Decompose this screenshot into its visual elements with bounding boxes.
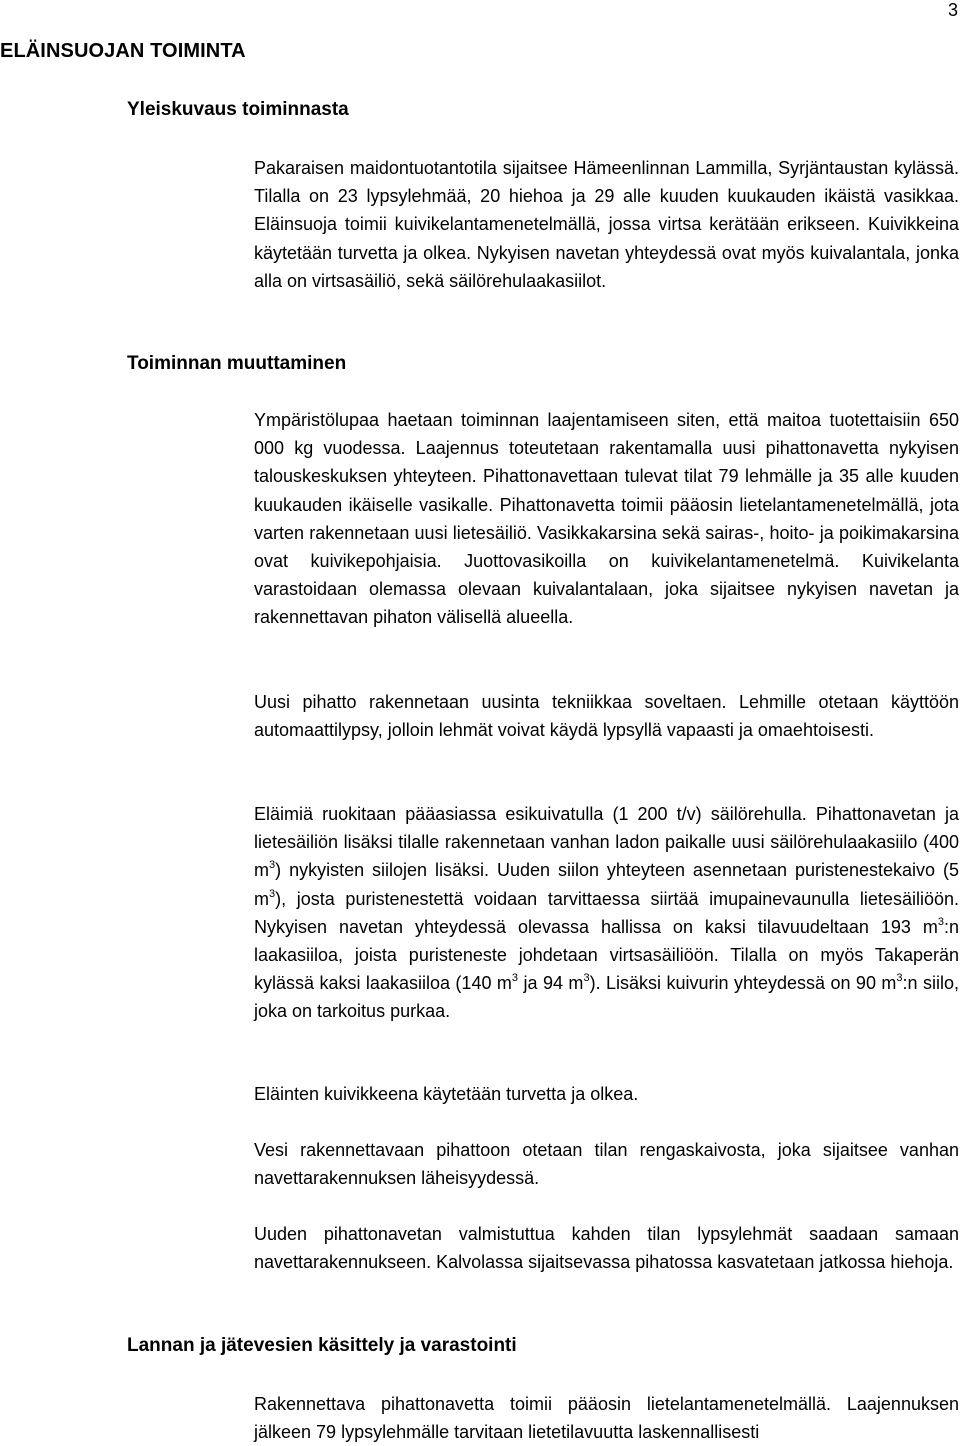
p3-text-2: ) nykyisten siilojen lisäksi. Uuden siilon yhteyteen asennetaan puristenestekaivo (5 m <box>254 860 959 909</box>
changes-paragraph-3 <box>254 800 959 1026</box>
p3-text-6: ). Lisäksi kuivurin yhteydessä on 90 m <box>589 973 897 994</box>
section-heading-changes: Toiminnan muuttaminen <box>127 353 347 374</box>
section-heading-manure: Lannan ja jätevesien käsittely ja varastointi <box>127 1335 517 1356</box>
changes-paragraph-4: Eläinten kuivikkeena käytetään turvetta ja olkea. <box>254 1084 639 1104</box>
superscript-exponent: 3 <box>269 859 276 872</box>
superscript-exponent: 3 <box>511 972 519 985</box>
superscript-exponent: 3 <box>937 915 944 928</box>
changes-paragraph-6: Uuden pihattonavetan valmistuttua kahden tilan lypsylehmät saadaan samaan navettarakennukseen. Kalvolassa sijaitsevassa pihatossa kasvatetaan jatkossa hiehoja. <box>254 1224 959 1273</box>
p3-text-3: ), josta puristenestettä voidaan tarvittaessa siirtää imupainevaunulla lietesäiliöön. Nykyisen navetan yhteydessä olevassa hallissa on kaksi tilavuudeltaan 193 m <box>254 888 959 937</box>
overview-paragraph: Pakaraisen maidontuotantotila sijaitsee Hämeenlinnan Lammilla, Syrjäntaustan kylässä. Tilalla on 23 lypsylehmää, 20 hiehoa ja 29 alle kuuden kuukauden ikäistä vasikkaa. Eläinsuoja toimii kuivikelantamenetelmällä, jossa virtsa kerätään erikseen. Kuivikkeina käytetään turvetta ja olkea. Nykyisen navetan yhteydessä ovat myös kuivalantala, jonka alla on virtsasäiliö, sekä säilörehulaakasiilot. <box>254 158 959 291</box>
p3-text-4: :n laakasiiloa, joista puristeneste johdetaan virtsasäiliöön. Tilalla on myös Takaperän kylässä kaksi laakasiiloa (140 m <box>254 916 959 994</box>
p3-text-1: Eläimiä ruokitaan pääasiassa esikuivatulla (1 200 t/v) säilörehulla. Pihattonavetan ja lietesäiliön lisäksi tilalle rakennetaan vanhan ladon paikalle uusi säilörehulaakasiilo (400 m <box>254 804 959 881</box>
section-heading-overview: Yleiskuvaus toiminnasta <box>127 99 349 120</box>
main-heading: ELÄINSUOJAN TOIMINTA <box>0 40 246 62</box>
superscript-exponent: 3 <box>269 887 276 900</box>
p3-text-7: :n siilo, joka on tarkoitus purkaa. <box>254 973 960 1022</box>
changes-paragraph-1: Ympäristölupaa haetaan toiminnan laajentamiseen siten, että maitoa tuotettaisiin 650 000 kg vuodessa. Laajennus toteutetaan rakentamalla uusi pihattonavetta nykyisen talouskeskuksen yhteyteen. Pihattonavettaan tulevat tilat 79 lehmälle ja 35 alle kuuden kuukauden ikäiselle vasikalle. Pihattonavetta toimii pääosin lietelantamenetelmällä, jota varten rakennetaan uusi lietesäiliö. Vasikkakarsina sekä sairas-, hoito- ja poikimakarsina ovat kuivikepohjaisia. Juottovasikoilla on kuivikelantamenetelmä. Kuivikelanta varastoidaan olemassa olevaan kuivalantalaan, joka sijaitsee nykyisen navetan ja rakennettavan pihaton välisellä alueella. <box>254 410 959 628</box>
changes-paragraph-5: Vesi rakennettavaan pihattoon otetaan tilan rengaskaivosta, joka sijaitsee vanhan navettarakennuksen läheisyydessä. <box>254 1140 959 1189</box>
superscript-exponent: 3 <box>896 972 903 985</box>
changes-paragraph-2: Uusi pihatto rakennetaan uusinta tekniikkaa soveltaen. Lehmille otetaan käyttöön automaattilypsy, jolloin lehmät voivat käydä lypsyllä vapaasti ja omaehtoisesti. <box>254 692 959 741</box>
manure-paragraph: Rakennettava pihattonavetta toimii pääosin lietelantamenetelmällä. Laajennuksen jälkeen 79 lypsylehmälle tarvitaan lietetilavuutta laskennallisesti <box>254 1394 959 1443</box>
superscript-exponent: 3 <box>583 972 590 985</box>
page-number: 3 <box>947 0 958 20</box>
p3-text-5: ja 94 m <box>518 973 584 994</box>
